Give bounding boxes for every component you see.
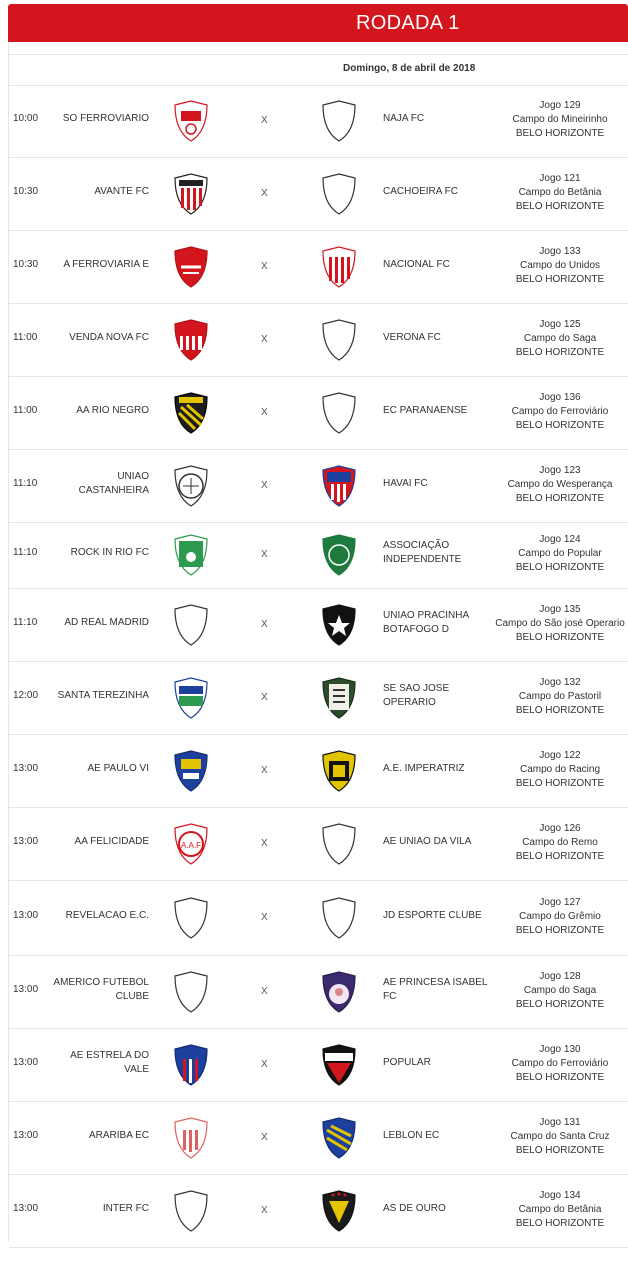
match-row: [9, 522, 628, 589]
match-city: BELO HORIZONTE: [515, 200, 605, 212]
match-row: [9, 1174, 628, 1248]
match-city: BELO HORIZONTE: [515, 419, 605, 431]
away-crest-icon: [319, 533, 359, 577]
vs-separator: X: [261, 549, 268, 560]
match-time: 11:00: [13, 331, 38, 343]
away-team: POPULAR: [383, 1056, 431, 1068]
match-game: Jogo 124: [539, 534, 581, 545]
away-team: HAVAI FC: [383, 477, 428, 489]
vs-separator: X: [261, 911, 268, 923]
match-venue: Campo do Betânia: [518, 186, 602, 198]
match-info: [481, 245, 628, 287]
match-info: [481, 391, 628, 433]
match-row: [9, 449, 628, 523]
match-date: Domingo, 8 de abril de 2018: [343, 63, 476, 74]
match-venue: Campo do Grêmio: [519, 910, 601, 922]
match-venue: Campo do Pastoril: [518, 690, 602, 702]
match-time: 11:10: [13, 616, 38, 628]
match-city: BELO HORIZONTE: [515, 1144, 605, 1156]
match-game: Jogo 134: [539, 1189, 581, 1201]
match-venue: Campo do São josé Operario: [495, 617, 625, 629]
match-time: 10:30: [13, 258, 39, 270]
round-title: RODADA 1: [356, 12, 460, 34]
match-venue: Campo do Wesperança: [507, 478, 613, 490]
match-row: [9, 84, 628, 158]
vs-separator: X: [261, 1204, 268, 1216]
vs-separator: X: [261, 1058, 268, 1070]
home-team: INTER FC: [102, 1202, 149, 1214]
home-team: A FERROVIARIA E: [63, 258, 149, 270]
placeholder-shield-icon: [171, 1189, 211, 1233]
match-city: BELO HORIZONTE: [515, 1217, 605, 1229]
home-crest-icon: [171, 391, 211, 435]
match-city: BELO HORIZONTE: [515, 562, 605, 573]
away-crest-icon: [319, 970, 359, 1014]
placeholder-shield-icon: [319, 896, 359, 940]
match-game: Jogo 133: [539, 245, 581, 257]
vs-separator: X: [261, 479, 268, 491]
home-crest-icon: [171, 99, 211, 143]
vs-separator: X: [261, 618, 268, 630]
match-venue: Campo do Ferroviário: [511, 405, 609, 417]
home-team: AA RIO NEGRO: [76, 404, 149, 416]
match-info: [481, 318, 628, 360]
match-info: [481, 896, 628, 938]
away-team: SE SAO JOSE OPERARIO: [383, 682, 450, 708]
home-team: REVELACAO E.C.: [65, 909, 149, 921]
away-crest-icon: [319, 464, 359, 508]
match-game: Jogo 125: [539, 318, 581, 330]
match-row: [9, 376, 628, 450]
home-crest-icon: [171, 464, 211, 508]
match-info: [481, 1116, 628, 1158]
placeholder-shield-icon: [171, 896, 211, 940]
away-crest-icon: [319, 1043, 359, 1087]
match-venue: Campo do Racing: [519, 763, 601, 775]
match-info: [481, 464, 628, 506]
match-venue: Campo do Saga: [523, 332, 597, 344]
placeholder-shield-icon: [319, 391, 359, 435]
match-info: [481, 749, 628, 791]
match-venue: Campo do Saga: [523, 984, 597, 996]
home-crest-icon: [171, 318, 211, 362]
placeholder-shield-icon: [319, 99, 359, 143]
match-time: 11:00: [13, 404, 38, 416]
match-city: BELO HORIZONTE: [515, 998, 605, 1010]
match-game: Jogo 131: [539, 1116, 581, 1128]
match-game: Jogo 135: [539, 603, 581, 615]
match-time: 13:00: [13, 1202, 39, 1214]
match-game: Jogo 129: [539, 99, 581, 111]
round-header: [8, 4, 628, 42]
match-venue: Campo do Betânia: [518, 1203, 602, 1215]
away-team: LEBLON EC: [383, 1129, 440, 1141]
match-venue: Campo do Popular: [518, 548, 602, 559]
vs-separator: X: [261, 837, 268, 849]
match-info: [481, 603, 628, 645]
match-venue: Campo do Santa Cruz: [510, 1130, 610, 1142]
match-time: 13:00: [13, 835, 39, 847]
match-row: [9, 807, 628, 881]
away-crest-icon: [319, 245, 359, 289]
home-crest-icon: [171, 533, 211, 577]
home-crest-icon: [171, 172, 211, 216]
match-row: [9, 303, 628, 377]
match-time: 13:00: [13, 1056, 39, 1068]
placeholder-shield-icon: [319, 318, 359, 362]
away-crest-icon: [319, 749, 359, 793]
match-venue: Campo do Remo: [522, 836, 598, 848]
match-time: 13:00: [13, 1129, 39, 1141]
away-team: UNIAO PRACINHA BOTAFOGO D: [383, 609, 469, 635]
match-row: [9, 661, 628, 735]
match-row: [9, 955, 628, 1029]
match-city: BELO HORIZONTE: [515, 127, 605, 139]
vs-separator: X: [261, 985, 268, 997]
away-crest-icon: [319, 1116, 359, 1160]
away-team: CACHOEIRA FC: [383, 185, 459, 197]
away-team: VERONA FC: [383, 331, 441, 343]
match-game: Jogo 121: [539, 172, 581, 184]
match-game: Jogo 123: [539, 464, 581, 476]
home-team: AMERICO FUTEBOL CLUBE: [53, 976, 149, 1002]
match-city: BELO HORIZONTE: [515, 631, 605, 643]
home-team: AD REAL MADRID: [64, 616, 149, 628]
home-team: AVANTE FC: [94, 185, 149, 197]
match-time: 10:00: [13, 112, 39, 124]
vs-separator: X: [261, 406, 268, 418]
match-info: [481, 533, 628, 575]
away-team: ASSOCIAÇÃO INDEPENDENTE: [383, 540, 462, 565]
match-row: [9, 1028, 628, 1102]
match-time: 13:00: [13, 762, 39, 774]
placeholder-shield-icon: [319, 822, 359, 866]
away-team: AE PRINCESA ISABEL FC: [383, 976, 488, 1002]
match-game: Jogo 128: [539, 970, 581, 982]
match-time: 12:00: [13, 689, 39, 701]
away-crest-icon: [319, 676, 359, 720]
away-team: AE UNIAO DA VILA: [383, 835, 472, 847]
away-team: NAJA FC: [383, 112, 425, 124]
away-team: JD ESPORTE CLUBE: [383, 909, 482, 921]
home-crest-icon: [171, 1043, 211, 1087]
home-team: ROCK IN RIO FC: [70, 547, 149, 558]
away-crest-icon: [319, 603, 359, 647]
match-time: 13:00: [13, 909, 39, 921]
match-info: [481, 1189, 628, 1231]
match-game: Jogo 130: [539, 1043, 581, 1055]
placeholder-shield-icon: [171, 603, 211, 647]
placeholder-shield-icon: [319, 172, 359, 216]
match-info: [481, 970, 628, 1012]
match-city: BELO HORIZONTE: [515, 273, 605, 285]
match-game: Jogo 136: [539, 391, 581, 403]
match-time: 11:10: [13, 477, 38, 489]
match-info: [481, 822, 628, 864]
match-city: BELO HORIZONTE: [515, 777, 605, 789]
match-game: Jogo 122: [539, 749, 581, 761]
match-row: [9, 157, 628, 231]
home-team: SANTA TEREZINHA: [57, 689, 149, 701]
home-team: AE ESTRELA DO VALE: [70, 1049, 149, 1075]
match-info: [481, 1043, 628, 1085]
away-crest-icon: [319, 1189, 359, 1233]
vs-separator: X: [261, 333, 268, 345]
home-crest-icon: [171, 676, 211, 720]
match-time: 11:10: [13, 547, 38, 558]
match-game: Jogo 127: [539, 896, 581, 908]
vs-separator: X: [261, 1131, 268, 1143]
home-team: AE PAULO VI: [87, 762, 149, 774]
vs-separator: X: [261, 260, 268, 272]
vs-separator: X: [261, 187, 268, 199]
match-time: 13:00: [13, 983, 39, 995]
home-team: UNIAO CASTANHEIRA: [78, 470, 149, 496]
match-venue: Campo do Ferroviário: [511, 1057, 609, 1069]
match-time: 10:30: [13, 185, 39, 197]
match-row: [9, 880, 628, 956]
vs-separator: X: [261, 764, 268, 776]
home-crest-icon: [171, 822, 211, 866]
match-city: BELO HORIZONTE: [515, 346, 605, 358]
home-crest-icon: [171, 1116, 211, 1160]
match-info: [481, 676, 628, 718]
match-row: [9, 734, 628, 808]
match-game: Jogo 126: [539, 822, 581, 834]
away-team: EC PARANAENSE: [383, 404, 468, 416]
placeholder-shield-icon: [171, 970, 211, 1014]
home-team: AA FELICIDADE: [74, 835, 149, 847]
home-team: SO FERROVIARIO: [62, 112, 149, 124]
away-team: NACIONAL FC: [383, 258, 450, 270]
match-game: Jogo 132: [539, 676, 581, 688]
match-city: BELO HORIZONTE: [515, 850, 605, 862]
match-row: [9, 230, 628, 304]
svg-text:A.A.F: A.A.F: [180, 840, 202, 850]
match-venue: Campo do Unidos: [519, 259, 601, 271]
match-city: BELO HORIZONTE: [515, 492, 605, 504]
away-team: A.E. IMPERATRIZ: [383, 762, 465, 774]
home-crest-icon: [171, 749, 211, 793]
away-team: AS DE OURO: [383, 1202, 446, 1214]
match-info: [481, 172, 628, 214]
fixtures-table: [8, 42, 628, 1242]
match-row: [9, 1101, 628, 1175]
match-city: BELO HORIZONTE: [515, 924, 605, 936]
match-row: [9, 588, 628, 662]
date-row: [9, 54, 628, 86]
match-city: BELO HORIZONTE: [515, 704, 605, 716]
home-team: VENDA NOVA FC: [69, 331, 149, 343]
match-venue: Campo do Mineirinho: [512, 113, 608, 125]
match-city: BELO HORIZONTE: [515, 1071, 605, 1083]
home-team: ARARIBA EC: [88, 1129, 149, 1141]
match-info: [481, 99, 628, 141]
home-crest-icon: [171, 245, 211, 289]
vs-separator: X: [261, 691, 268, 703]
vs-separator: X: [261, 114, 268, 126]
